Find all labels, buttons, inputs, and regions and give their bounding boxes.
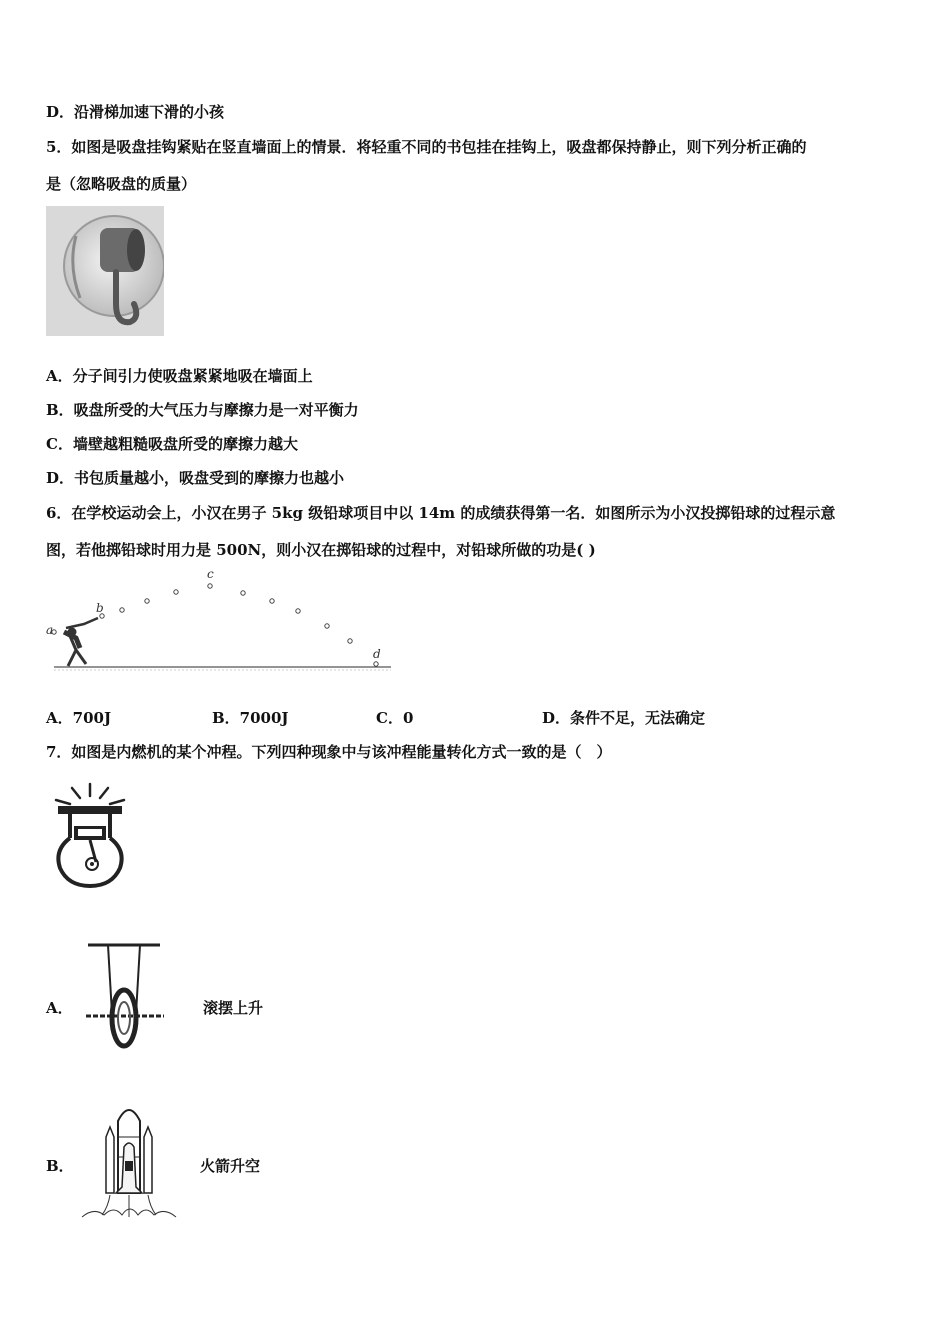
q6-option-b: B．7000J bbox=[212, 709, 289, 727]
suction-hook-photo bbox=[46, 206, 164, 336]
q6-option-d: D．条件不足，无法确定 bbox=[542, 709, 706, 727]
q5-stem-line2: 是（忽略吸盘的质量） bbox=[46, 175, 197, 193]
q7-option-a-letter: A． bbox=[46, 999, 73, 1017]
point-d-label: d bbox=[373, 647, 381, 661]
shot-put-trajectory-figure bbox=[46, 566, 396, 676]
q5-option-c: C．墙壁越粗糙吸盘所受的摩擦力越大 bbox=[46, 435, 298, 453]
q6-option-a: A．700J bbox=[46, 709, 112, 727]
point-b-label: b bbox=[96, 601, 104, 615]
rocket-launch-figure bbox=[80, 1097, 178, 1221]
q7-option-b-text: 火箭升空 bbox=[200, 1157, 261, 1175]
point-a-label: a bbox=[46, 623, 54, 637]
q5-option-d: D．书包质量越小，吸盘受到的摩擦力也越小 bbox=[46, 469, 345, 487]
athlete-figure bbox=[64, 618, 98, 666]
q6-stem-line2: 图，若他掷铅球时用力是 500N，则小汉在掷铅球的过程中，对铅球所做的功是( ) bbox=[46, 541, 596, 559]
q6-option-c: C．0 bbox=[376, 709, 414, 727]
q7-stem: 7．如图是内燃机的某个冲程。下列四种现象中与该冲程能量转化方式一致的是（ ） bbox=[46, 743, 612, 761]
engine-stroke-figure bbox=[52, 782, 128, 888]
q7-option-a-text: 滚摆上升 bbox=[203, 999, 264, 1017]
q5-stem-line1: 5．如图是吸盘挂钩紧贴在竖直墙面上的情景．将轻重不同的书包挂在挂钩上，吸盘都保持静止，则下列分析正确的 bbox=[46, 138, 807, 156]
rolling-pendulum-figure bbox=[82, 942, 168, 1050]
q5-option-b: B．吸盘所受的大气压力与摩擦力是一对平衡力 bbox=[46, 401, 359, 419]
q6-stem-line1: 6．在学校运动会上，小汉在男子 5kg 级铅球项目中以 14m 的成绩获得第一名．如图所示为小汉投掷铅球的过程示意 bbox=[46, 504, 836, 522]
q5-option-a: A．分子间引力使吸盘紧紧地吸在墙面上 bbox=[46, 367, 313, 385]
q7-option-b-letter: B． bbox=[46, 1157, 74, 1175]
point-c-label: c bbox=[207, 567, 214, 581]
q4-option-d: D．沿滑梯加速下滑的小孩 bbox=[46, 103, 225, 121]
